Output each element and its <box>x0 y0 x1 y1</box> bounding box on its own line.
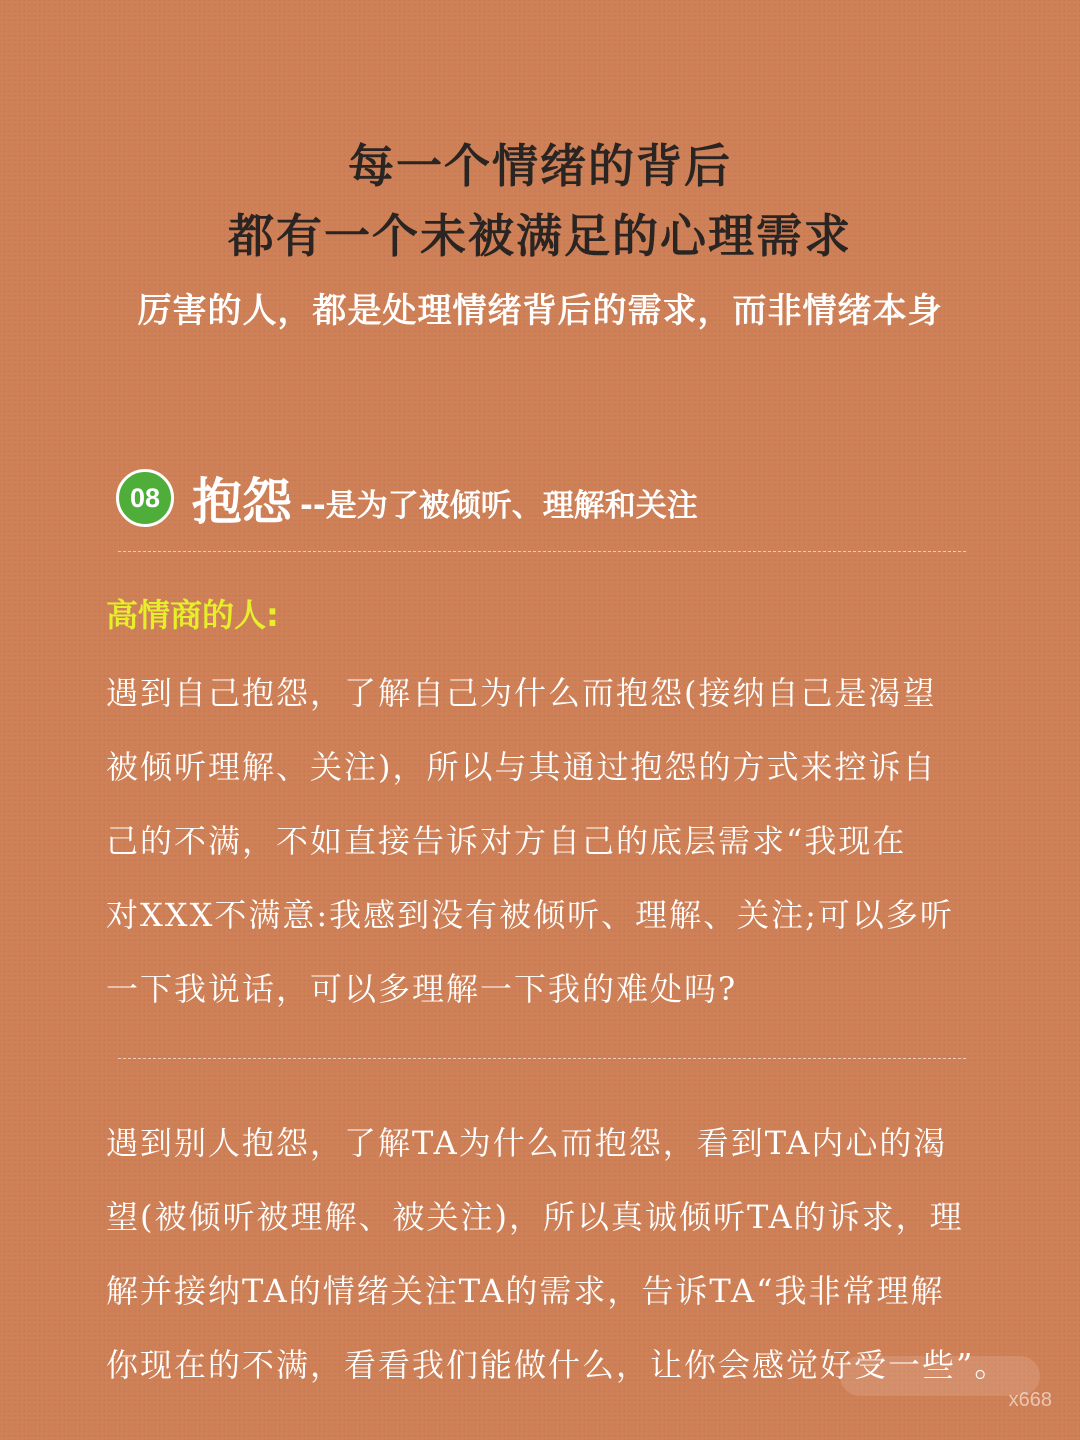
watermark: x668 <box>1008 1389 1052 1411</box>
paragraph-1-line: 己的不满，不如直接告诉对方自己的底层需求“我现在 <box>106 822 907 860</box>
paragraph-2-line: 望(被倾听被理解、被关注)，所以真诚倾听TA的诉求，理 <box>106 1198 964 1236</box>
page-subtitle: 厉害的人，都是处理情绪背后的需求，而非情绪本身 <box>137 291 943 331</box>
section-number-badge: 08 <box>116 469 174 527</box>
paragraph-2-line: 遇到别人抱怨，了解TA为什么而抱怨，看到TA内心的渴 <box>106 1124 948 1162</box>
dashed-divider <box>118 551 966 552</box>
paragraph-1-line: 一下我说话，可以多理解一下我的难处吗? <box>106 970 738 1008</box>
paragraph-1-line: 对XXX不满意:我感到没有被倾听、理解、关注;可以多听 <box>106 896 954 934</box>
high-eq-label: 高情商的人: <box>106 596 279 634</box>
page-title-line-1: 每一个情绪的背后 <box>348 139 732 193</box>
paragraph-1-line: 遇到自己抱怨，了解自己为什么而抱怨(接纳自己是渴望 <box>106 674 937 712</box>
page-title-line-2: 都有一个未被满足的心理需求 <box>228 209 852 263</box>
section-tagline: --是为了被倾听、理解和关注 <box>300 487 698 524</box>
paragraph-2-line: 解并接纳TA的情绪关注TA的需求，告诉TA“我非常理解 <box>106 1272 945 1310</box>
paragraph-2-line: 你现在的不满，看看我们能做什么，让你会感觉好受一些”。 <box>106 1346 1009 1384</box>
section-heading <box>116 466 698 530</box>
section-title: 抱怨 <box>192 473 292 531</box>
dashed-divider <box>118 1058 966 1059</box>
paragraph-1-line: 被倾听理解、关注)，所以与其通过抱怨的方式来控诉自 <box>106 748 937 786</box>
